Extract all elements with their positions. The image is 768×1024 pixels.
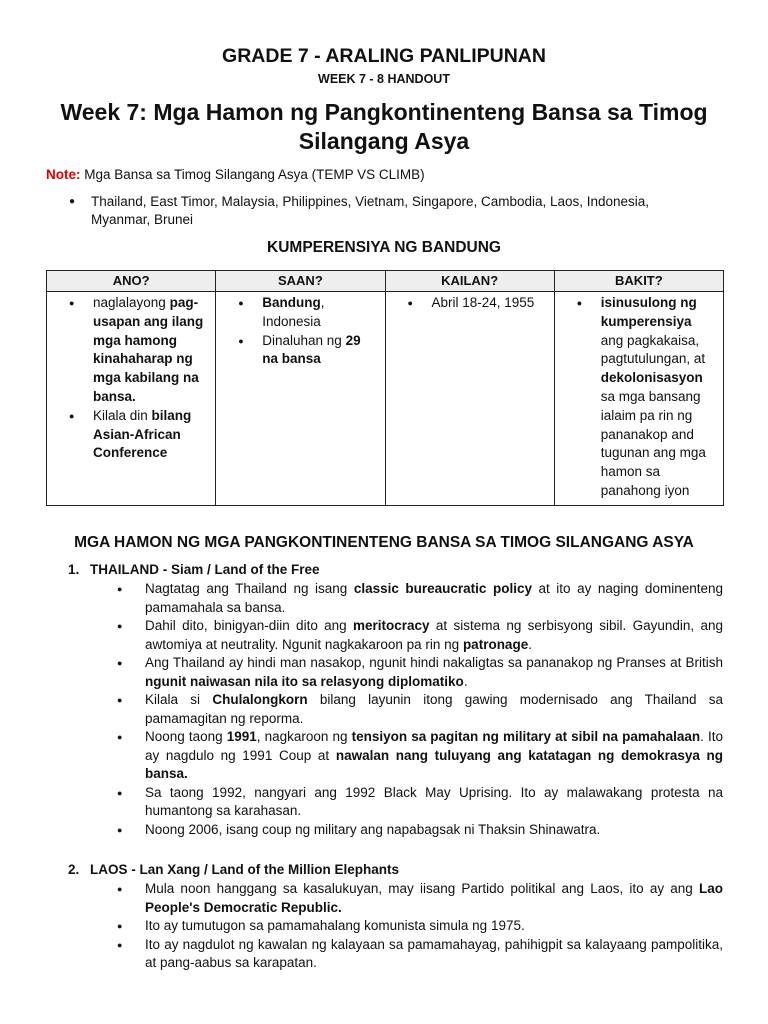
bold-text: Bandung (262, 295, 321, 310)
bandung-table (46, 270, 724, 506)
body-text: Dahil dito, binigyan-diin dito ang (145, 618, 354, 633)
list-item (262, 332, 378, 370)
table-row (47, 292, 724, 506)
list-item (93, 294, 209, 407)
body-text: Sa taong 1992, nangyari ang 1992 Black May Uprising. Ito ay malawakang protesta na humantong sa karahasan. (145, 784, 723, 818)
list-item (145, 654, 723, 691)
list-item (145, 784, 723, 821)
bold-text: isinusulong ng kumperensiya (600, 295, 697, 329)
body-text: bilang layunin itong gawing modernisado ang Thailand sa pamamagitan ng reporma. (145, 692, 723, 726)
body-text: at sistema ng serbisyong sibil. Gayundin, ang awtomiya at neutrality. Ngunit nagkakaroon pa rin ng (145, 618, 723, 652)
body-text: Ito ay tumutugon sa pamamahalang komunista simula ng 1975. (145, 918, 525, 933)
bold-text: nawalan nang tuluyang ang katatagan ng demokrasya ng bansa. (145, 747, 723, 781)
column-header-saan: SAAN? (216, 271, 385, 292)
body-text: , Indonesia (262, 295, 325, 329)
body-text: Ang Thailand ay hindi man nasakop, ngunit hindi nakaligtas sa pananakop ng Pranses at British (145, 655, 723, 670)
column-header-bakit: BAKIT? (554, 271, 723, 292)
bold-text: 1991 (226, 729, 257, 744)
cell-kailan (385, 292, 554, 506)
body-text: Noong taong (145, 729, 227, 744)
bold-text: meritocracy (353, 618, 430, 633)
list-item (145, 617, 723, 654)
body-text: . (463, 673, 468, 689)
countries-list: Thailand, East Timor, Malaysia, Philippines, Vietnam, Singapore, Cambodia, Laos, Indonesia, Myanmar, Brunei (91, 194, 650, 227)
body-text: Kilala si (145, 692, 213, 707)
item-title: LAOS - Lan Xang / Land of the Million Elephants (90, 862, 400, 877)
bold-text: patronage (462, 636, 529, 652)
body-text: sa mga bansang ialaim pa rin ng pananakop and tugunan ang mga hamon sa panahong iyon (600, 388, 706, 498)
item-number: 2. (68, 862, 80, 877)
item-title: THAILAND - Siam / Land of the Free (90, 562, 320, 577)
body-text: Ito ay nagdulot ng kawalan ng kalayaan sa pamamahayag, pahihigpit sa kalayaang pampolitika, at pang-aabus sa karapatan. (145, 936, 723, 970)
body-text: ang pagkakaisa, pagtutulungan, at (600, 332, 706, 367)
list-item (93, 407, 209, 463)
bold-text: Chulalongkorn (212, 692, 308, 707)
bold-text: Lao People's Democratic Republic. (145, 881, 723, 915)
cell-ano (47, 292, 216, 506)
list-item (432, 294, 548, 313)
list-item (145, 880, 723, 917)
list-item (145, 936, 723, 973)
list-item (145, 821, 723, 840)
week-title: Week 7: Mga Hamon ng Pangkontinenteng Bansa sa Timog Silangang Asya (60, 99, 708, 154)
bold-text: ngunit naiwasan nila ito sa relasyong diplomatiko (145, 673, 464, 689)
document-title: GRADE 7 - ARALING PANLIPUNAN (222, 45, 546, 67)
bold-text: bilang Asian-African Conference (93, 407, 192, 461)
item-number: 1. (68, 562, 80, 577)
body-text: Dinaluhan ng (262, 332, 346, 348)
list-item (145, 691, 723, 728)
note-text: Mga Bansa sa Timog Silangang Asya (TEMP VS CLIMB) (80, 167, 425, 182)
body-text: , nagkaroon ng (256, 729, 352, 744)
bold-text: tensiyon sa pagitan ng military at sibil na pamahalaan (351, 729, 701, 744)
body-text: at ito ay naging dominenteng pamamahala sa bansa. (145, 581, 723, 615)
body-text: . Ito ay nagdulo ng 1991 Coup at (145, 729, 723, 763)
body-text: naglalayong (93, 295, 170, 310)
thailand-heading (68, 562, 320, 577)
bold-text: classic bureaucratic policy (353, 581, 532, 596)
column-header-ano: ANO? (47, 271, 216, 292)
list-item (145, 580, 723, 617)
body-text: Abril 18-24, 1955 (431, 295, 535, 310)
bandung-heading: KUMPERENSIYA NG BANDUNG (267, 239, 501, 256)
bold-text: 29 na bansa (262, 332, 361, 367)
laos-bullets (145, 880, 723, 973)
list-item (601, 294, 717, 501)
document-subtitle: WEEK 7 - 8 HANDOUT (318, 72, 450, 86)
body-text: Kilala din (93, 407, 152, 423)
body-text: Nagtatag ang Thailand ng isang (145, 581, 354, 596)
bullet-icon: ● (69, 196, 76, 207)
note-label: Note: (46, 167, 81, 182)
body-text: Mula noon hanggang sa kasalukuyan, may iisang Partido politikal ang Laos, ito ay ang (145, 881, 699, 896)
column-header-kailan: KAILAN? (385, 271, 554, 292)
body-text: . (528, 636, 532, 652)
challenges-heading: MGA HAMON NG MGA PANGKONTINENTENG BANSA SA TIMOG SILANGANG ASYA (74, 534, 694, 551)
body-text: Noong 2006, isang coup ng military ang napabagsak ni Thaksin Shinawatra. (145, 821, 601, 837)
table-header-row (47, 271, 724, 292)
bold-text: dekolonisasyon (600, 370, 703, 386)
cell-saan (216, 292, 385, 506)
cell-bakit (554, 292, 723, 506)
laos-heading (68, 862, 399, 877)
list-item (145, 728, 723, 784)
list-item (262, 294, 378, 332)
note-line (46, 166, 425, 184)
list-item (145, 917, 723, 936)
countries-bullet (69, 193, 711, 229)
thailand-bullets (145, 580, 723, 839)
bold-text: pag-usapan ang ilang mga hamong kinahaharap ng mga kabilang na bansa. (93, 295, 204, 404)
